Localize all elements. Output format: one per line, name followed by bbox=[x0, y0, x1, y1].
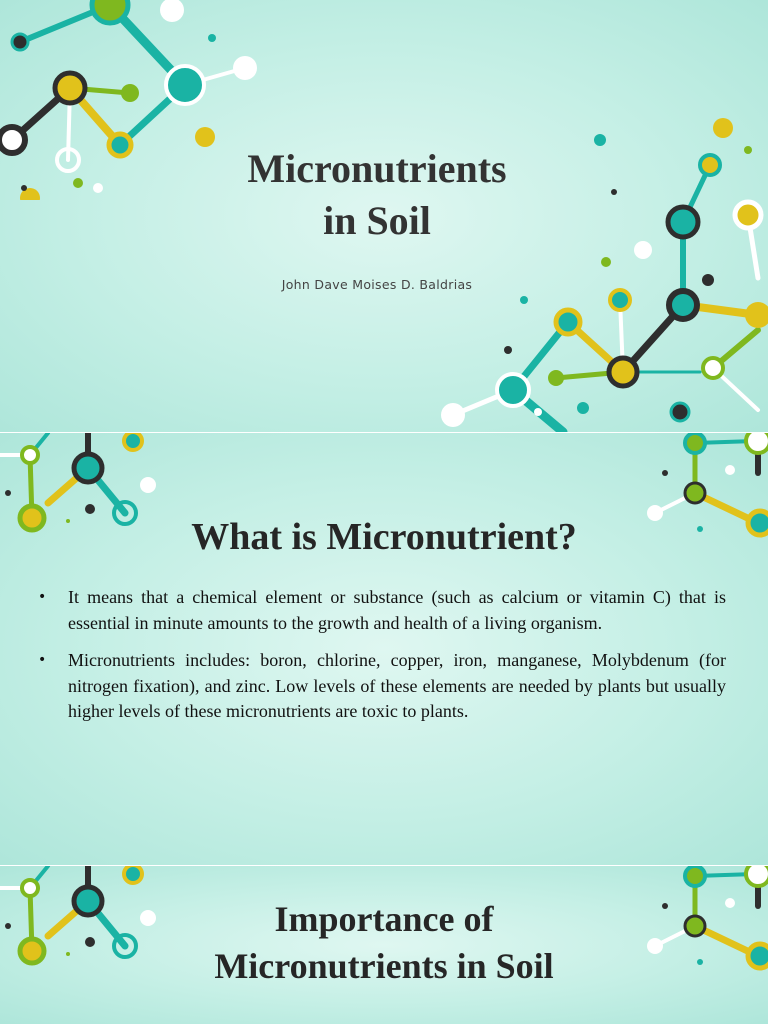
bullet-text: It means that a chemical element or substance (such as calcium or vitamin C) that is essential in minute amounts to the growth and health of a living organism. bbox=[68, 587, 726, 633]
importance-slide bbox=[0, 866, 768, 1024]
title-line-1: Importance of bbox=[274, 899, 494, 939]
bullet-text: Micronutrients includes: boron, chlorine, copper, iron, manganese, Molybdenum (for nitrogen fixation), and zinc. Low levels of these elements are needed by plants but usually higher levels of these micronutrients are toxic to plants. bbox=[68, 650, 726, 721]
slide-title bbox=[0, 143, 754, 247]
slide-title: What is Micronutrient? bbox=[191, 516, 577, 558]
title-line-2: Micronutrients in Soil bbox=[214, 946, 554, 986]
bullet-icon: • bbox=[38, 652, 47, 668]
bullet-list bbox=[38, 585, 726, 737]
title-slide bbox=[0, 0, 768, 432]
list-item bbox=[38, 585, 726, 636]
author-name: John Dave Moises D. Baldrias bbox=[281, 277, 473, 292]
list-item bbox=[38, 648, 726, 725]
title-line-2: in Soil bbox=[323, 198, 431, 243]
bullet-icon: • bbox=[38, 589, 47, 605]
definition-slide bbox=[0, 433, 768, 865]
title-line-1: Micronutrients bbox=[247, 146, 507, 191]
slide-title bbox=[0, 896, 768, 990]
